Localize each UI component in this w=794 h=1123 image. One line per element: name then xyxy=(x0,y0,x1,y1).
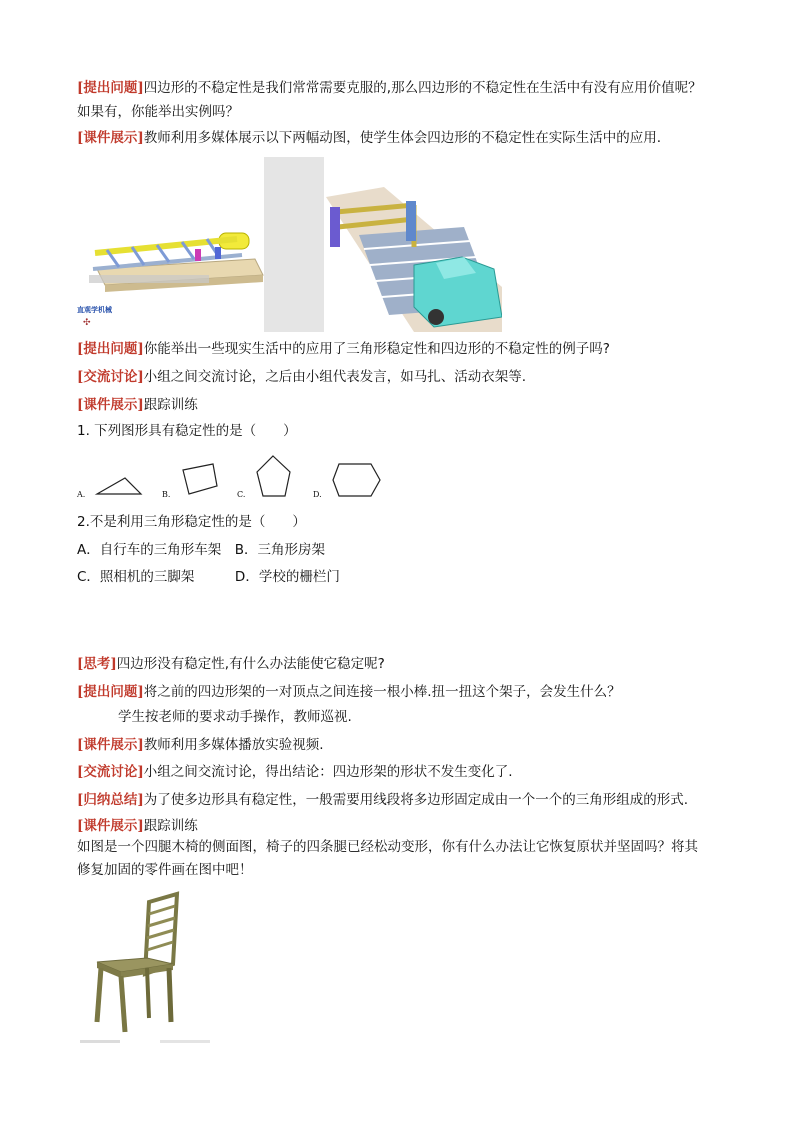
question-text: 1. 下列图形具有稳定性的是（ ） xyxy=(77,423,297,439)
paragraph-discussion-1 xyxy=(77,367,526,387)
hexagon-shape xyxy=(333,464,380,496)
options-text: C．照相机的三脚架 D．学校的栅栏门 xyxy=(77,569,340,585)
paragraph-think xyxy=(77,654,385,674)
tag-label: [课件展示] xyxy=(77,397,144,413)
paragraph-text: 学生按老师的要求动手操作，教师巡视. xyxy=(118,709,352,725)
options-text: A．自行车的三角形车架 B．三角形房架 xyxy=(77,542,325,558)
paragraph-text: 教师利用多媒体展示以下两幅动图，使学生体会四边形的不稳定性在实际生活中的应用. xyxy=(143,130,662,146)
paragraph-problem-2 xyxy=(77,339,610,359)
tag-label: [提出问题] xyxy=(77,341,144,357)
paragraph-text: 跟踪训练 xyxy=(143,397,198,413)
tag-label: [归纳总结] xyxy=(77,792,144,808)
shape-options xyxy=(77,452,397,502)
folding-mechanism-image xyxy=(77,157,264,332)
paragraph-text: 小组之间交流讨论，得出结论：四边形架的形状不发生变化了. xyxy=(143,764,513,780)
paragraph-continuation xyxy=(77,102,239,122)
paragraph-text: 如图是一个四腿木椅的侧面图，椅子的四条腿已经松动变形，你有什么办法让它恢复原状并坚固吗？将其 xyxy=(77,839,698,855)
option-a-label: A. xyxy=(77,490,86,499)
paragraph-activity xyxy=(118,707,352,727)
paragraph-courseware-1 xyxy=(77,128,661,148)
option-c-label: C. xyxy=(237,490,246,499)
paragraph-discussion-2 xyxy=(77,762,513,782)
quadrilateral-shape xyxy=(183,464,217,494)
triangle-shape xyxy=(97,478,141,494)
paragraph-text: 如果有，你能举出实例吗？ xyxy=(77,104,239,120)
tag-label: [课件展示] xyxy=(77,737,144,753)
question-1 xyxy=(77,421,297,441)
watermark-mark xyxy=(160,1040,210,1043)
tag-label: [提出问题] xyxy=(77,80,144,96)
paragraph-courseware-3 xyxy=(77,735,324,755)
paragraph-text: 你能举出一些现实生活中的应用了三角形稳定性和四边形的不稳定性的例子吗? xyxy=(143,341,610,357)
paragraph-problem-1 xyxy=(77,78,702,98)
pentagon-shape xyxy=(257,456,290,496)
movable-gate-image xyxy=(264,157,502,332)
paragraph-courseware-4 xyxy=(77,816,198,836)
paragraph-text: 四边形没有稳定性,有什么办法能使它稳定呢? xyxy=(116,656,385,672)
question-2-options-cd xyxy=(77,567,340,587)
option-b-label: B. xyxy=(162,490,171,499)
tag-label: [思考] xyxy=(77,656,117,672)
tag-label: [提出问题] xyxy=(77,684,144,700)
paragraph-text: 小组之间交流讨论，之后由小组代表发言，如马扎、活动衣架等. xyxy=(143,369,527,385)
tag-label: [交流讨论] xyxy=(77,764,144,780)
paragraph-problem-3 xyxy=(77,682,621,702)
paragraph-text: 修复加固的零件画在图中吧！ xyxy=(77,862,253,878)
paragraph-summary xyxy=(77,790,688,810)
option-d-label: D. xyxy=(313,490,322,499)
tag-label: [课件展示] xyxy=(77,818,144,834)
paragraph-text: 将之前的四边形架的一对顶点之间连接一根小棒.扭一扭这个架子，会发生什么？ xyxy=(143,684,621,700)
paragraph-courseware-2 xyxy=(77,395,198,415)
chair-question-line-1 xyxy=(77,837,698,857)
paragraph-text: 为了使多边形具有稳定性，一般需要用线段将多边形固定成由一个一个的三角形组成的形式. xyxy=(143,792,689,808)
paragraph-text: 四边形的不稳定性是我们常常需要克服的,那么四边形的不稳定性在生活中有没有应用价值呢？ xyxy=(143,80,702,96)
paragraph-text: 教师利用多媒体播放实验视频. xyxy=(143,737,324,753)
question-text: 2.不是利用三角形稳定性的是（ ） xyxy=(77,514,306,530)
section-heading xyxy=(77,625,99,640)
chair-question-line-2 xyxy=(77,860,253,880)
chair-image xyxy=(77,890,209,1042)
tag-label: [交流讨论] xyxy=(77,369,144,385)
tag-label: [课件展示] xyxy=(77,130,144,146)
question-2 xyxy=(77,512,306,532)
watermark-mark xyxy=(80,1040,120,1043)
paragraph-text: 跟踪训练 xyxy=(143,818,198,834)
image-caption: 直观学机械 xyxy=(77,305,112,314)
question-2-options-ab xyxy=(77,540,325,560)
axis-icon: ✣ xyxy=(83,318,91,328)
